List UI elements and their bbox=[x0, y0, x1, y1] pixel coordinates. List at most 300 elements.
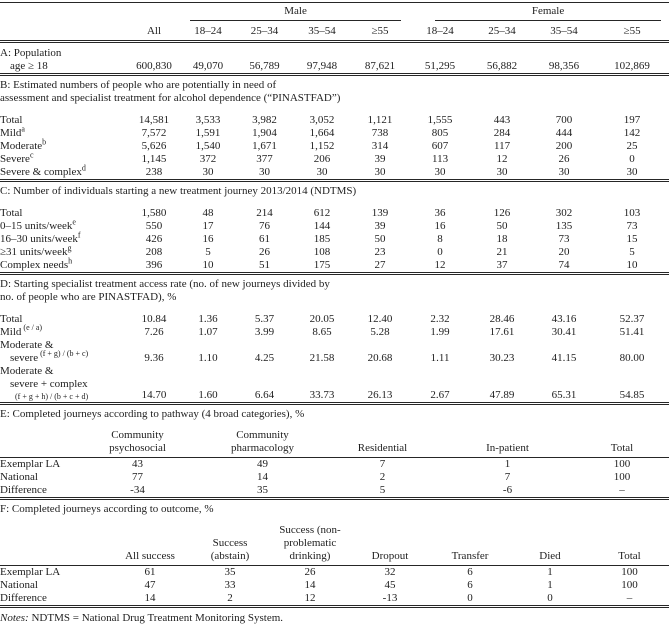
cell: 1,152 bbox=[309, 140, 335, 152]
col-header bbox=[510, 524, 590, 566]
cell: 377 bbox=[256, 153, 273, 165]
cell: 108 bbox=[313, 246, 331, 258]
col-header bbox=[575, 429, 669, 458]
panel-a-title: A: Population bbox=[0, 47, 62, 59]
cell: 51 bbox=[259, 259, 270, 271]
main-table bbox=[0, 2, 669, 405]
cell: 6.64 bbox=[254, 389, 275, 401]
row-label-line1: Moderate & bbox=[0, 365, 54, 377]
cell: 10 bbox=[202, 259, 214, 271]
cell: 1.10 bbox=[198, 352, 218, 364]
panel-f-header-row bbox=[0, 524, 669, 566]
cell: 1,591 bbox=[195, 127, 221, 139]
cell: 612 bbox=[313, 207, 331, 219]
cell: 4.25 bbox=[254, 352, 275, 364]
row-label bbox=[0, 230, 128, 246]
cell: 30 bbox=[626, 166, 638, 178]
col-header bbox=[430, 524, 510, 566]
cell: 37 bbox=[496, 259, 508, 271]
spacer-row bbox=[0, 105, 669, 114]
row-label bbox=[0, 207, 128, 220]
cell: 43.16 bbox=[551, 313, 577, 325]
cell: 50 bbox=[496, 220, 508, 232]
cell: 73 bbox=[558, 233, 570, 245]
cell: 1,555 bbox=[427, 114, 453, 126]
col-header-line: psychosocial bbox=[109, 442, 166, 454]
cell: 2.67 bbox=[430, 389, 450, 401]
spacer-row bbox=[0, 198, 669, 207]
cell: 100 bbox=[613, 458, 631, 470]
col-header-line: (abstain) bbox=[210, 550, 250, 562]
panel-f-table bbox=[0, 524, 669, 608]
cell bbox=[409, 3, 669, 24]
cell: 43 bbox=[132, 458, 143, 470]
row-label-line2 bbox=[0, 349, 128, 365]
cell: 1,540 bbox=[195, 140, 221, 152]
table-row bbox=[0, 458, 669, 471]
table-row bbox=[0, 127, 669, 140]
cell: 443 bbox=[493, 114, 511, 126]
panel-f-title: F: Completed journeys according to outcome, % bbox=[0, 503, 214, 515]
cell: 39 bbox=[374, 220, 386, 232]
cell: – bbox=[626, 592, 633, 604]
row-label-text: Complex needs bbox=[0, 259, 69, 271]
cell: 1,580 bbox=[141, 207, 167, 219]
row-label bbox=[0, 365, 128, 403]
col-header-line: All success bbox=[125, 550, 175, 562]
cell bbox=[0, 524, 110, 566]
cell: 15 bbox=[626, 233, 638, 245]
panel-c-title-row bbox=[0, 182, 669, 199]
cell: 21 bbox=[496, 246, 508, 258]
cell: 48 bbox=[202, 207, 214, 219]
cell: 1,121 bbox=[367, 114, 393, 126]
row-label-sup: h bbox=[68, 256, 73, 266]
col-header-age: 25–34 bbox=[488, 25, 516, 37]
row-label: National bbox=[0, 579, 38, 591]
cell: 27 bbox=[374, 259, 386, 271]
row-label-text: Total bbox=[0, 114, 23, 126]
table-row bbox=[0, 114, 669, 127]
cell: 56,789 bbox=[249, 60, 280, 72]
cell: 1.99 bbox=[430, 326, 450, 338]
row-label-sup: d bbox=[81, 163, 86, 173]
row-label-text: Mild bbox=[0, 127, 22, 139]
cell: 51,295 bbox=[424, 60, 456, 72]
col-header-line: Dropout bbox=[371, 550, 409, 562]
panel-a-row bbox=[0, 43, 669, 74]
col-header-age: ≥55 bbox=[371, 25, 389, 37]
row-label: National bbox=[0, 471, 38, 483]
col-header-all: All bbox=[146, 25, 162, 37]
cell: 100 bbox=[613, 471, 631, 483]
col-header-age: 35–54 bbox=[550, 25, 578, 37]
cell: 14.70 bbox=[141, 389, 167, 401]
cell: 12 bbox=[434, 259, 446, 271]
cell: 0 bbox=[629, 153, 635, 165]
cell: 39 bbox=[374, 153, 386, 165]
cell: 49,070 bbox=[192, 60, 224, 72]
cell: 126 bbox=[493, 207, 511, 219]
panel-b-title-row bbox=[0, 76, 669, 106]
table-row bbox=[0, 233, 669, 246]
row-label bbox=[0, 43, 128, 74]
cell: 396 bbox=[145, 259, 163, 271]
row-label bbox=[0, 243, 128, 259]
cell: 372 bbox=[199, 153, 217, 165]
panel-e-title: E: Completed journeys according to pathway (4 broad categories), % bbox=[0, 408, 305, 420]
cell: 47 bbox=[144, 579, 156, 591]
cell: 17 bbox=[202, 220, 214, 232]
row-label-sup: a bbox=[21, 124, 25, 134]
cell: 144 bbox=[313, 220, 331, 232]
cell: 5 bbox=[205, 246, 211, 258]
cell: 8.65 bbox=[312, 326, 332, 338]
row-label-sup: (f + g) / (b + c) bbox=[40, 349, 89, 359]
cell: 117 bbox=[494, 140, 511, 152]
row-label bbox=[0, 323, 128, 339]
col-header bbox=[110, 524, 190, 566]
cell: 113 bbox=[432, 153, 449, 165]
cell: 14 bbox=[304, 579, 316, 591]
cell: 0 bbox=[437, 246, 443, 258]
cell: -6 bbox=[502, 484, 513, 496]
cell: 426 bbox=[145, 233, 163, 245]
cell: 30 bbox=[202, 166, 214, 178]
table-row bbox=[0, 339, 669, 365]
cell: 35 bbox=[224, 566, 236, 578]
cell: 25 bbox=[626, 140, 638, 152]
cell: 197 bbox=[623, 114, 641, 126]
cell: 302 bbox=[555, 207, 573, 219]
table-row bbox=[0, 246, 669, 259]
cell: 61 bbox=[144, 566, 156, 578]
cell: 139 bbox=[371, 207, 389, 219]
cell: 36 bbox=[434, 207, 446, 219]
cell: 26 bbox=[259, 246, 270, 258]
panel-d-title-row bbox=[0, 275, 669, 305]
panel-d-title-line2: no. of people who are PINASTFAD), % bbox=[0, 291, 177, 303]
cell: 49 bbox=[257, 458, 268, 470]
cell: 6 bbox=[467, 566, 473, 578]
row-label-line1: Moderate & bbox=[0, 339, 54, 351]
cell: 142 bbox=[623, 127, 641, 139]
row-label-formula: (f + g + h) / (b + c + d) bbox=[15, 392, 89, 401]
cell: 51.41 bbox=[619, 326, 645, 338]
col-header-line: Died bbox=[539, 550, 561, 562]
cell: 14 bbox=[257, 471, 268, 483]
cell: 14,581 bbox=[138, 114, 170, 126]
cell: 7,572 bbox=[141, 127, 167, 139]
row-label-text: ≥31 units/week bbox=[0, 246, 68, 258]
cell: 30.41 bbox=[551, 326, 577, 338]
col-header bbox=[325, 429, 440, 458]
table-row bbox=[0, 471, 669, 484]
panel-d-title-line1: D: Starting specialist treatment access rate (no. of new journeys divided by bbox=[0, 278, 330, 290]
col-header-line: Success bbox=[212, 537, 248, 549]
female-group-header: Female bbox=[435, 5, 661, 21]
cell: 54.85 bbox=[619, 389, 645, 401]
cell: 47.89 bbox=[489, 389, 515, 401]
row-label-sup: f bbox=[77, 230, 81, 240]
notes-prefix: Notes: bbox=[0, 612, 29, 624]
col-header-line: pharmacology bbox=[231, 442, 294, 454]
panel-b-title-line2: assessment and specialist treatment for alcohol dependence (“PINASTFAD”) bbox=[0, 92, 341, 104]
col-header-row bbox=[0, 23, 669, 41]
row-label-sup: b bbox=[42, 137, 47, 147]
cell: 87,621 bbox=[364, 60, 396, 72]
cell: 1,145 bbox=[141, 153, 167, 165]
table-row bbox=[0, 566, 669, 579]
cell: 1 bbox=[547, 566, 553, 578]
cell bbox=[180, 3, 409, 24]
cell: 3,533 bbox=[195, 114, 221, 126]
col-header-age: ≥55 bbox=[623, 25, 641, 37]
cell: 26 bbox=[558, 153, 570, 165]
male-group-header: Male bbox=[190, 5, 401, 21]
row-label-text: 0–15 units/week bbox=[0, 220, 73, 232]
table-row bbox=[0, 326, 669, 339]
cell: 10.84 bbox=[141, 313, 167, 325]
group-header-row bbox=[0, 3, 669, 24]
cell bbox=[0, 429, 75, 458]
row-label bbox=[0, 114, 128, 127]
col-header-age: 18–24 bbox=[194, 25, 222, 37]
table-row bbox=[0, 365, 669, 403]
row-label bbox=[0, 124, 128, 140]
row-label bbox=[0, 163, 128, 180]
row-label: Total bbox=[0, 313, 23, 325]
row-label: Exemplar LA bbox=[0, 458, 61, 470]
table-row bbox=[0, 140, 669, 153]
cell: 18 bbox=[496, 233, 508, 245]
cell: 35 bbox=[257, 484, 268, 496]
cell: 98,356 bbox=[548, 60, 580, 72]
cell: 32 bbox=[384, 566, 396, 578]
cell: 185 bbox=[313, 233, 331, 245]
col-header-line: problematic bbox=[283, 537, 337, 549]
col-header-line: Transfer bbox=[451, 550, 489, 562]
col-header bbox=[75, 429, 200, 458]
cell: 45 bbox=[384, 579, 396, 591]
cell: 28.46 bbox=[489, 313, 515, 325]
cell: 14 bbox=[144, 592, 156, 604]
cell: 77 bbox=[132, 471, 143, 483]
panel-e-header-row bbox=[0, 429, 669, 458]
row-label-text: severe bbox=[10, 352, 39, 364]
row-label bbox=[0, 137, 128, 153]
col-header-line: Residential bbox=[357, 442, 408, 454]
cell: 1 bbox=[504, 458, 511, 470]
cell: 0 bbox=[467, 592, 473, 604]
col-header bbox=[190, 524, 270, 566]
cell: 284 bbox=[493, 127, 511, 139]
col-header bbox=[200, 429, 325, 458]
cell: 1,904 bbox=[252, 127, 277, 139]
cell: 6 bbox=[467, 579, 473, 591]
cell: 100 bbox=[621, 566, 638, 578]
cell: 10 bbox=[626, 259, 638, 271]
table-row bbox=[0, 207, 669, 220]
cell: 3,982 bbox=[252, 114, 277, 126]
cell: -13 bbox=[382, 592, 398, 604]
cell: 208 bbox=[145, 246, 163, 258]
spacer bbox=[0, 105, 669, 114]
cell: 30 bbox=[374, 166, 386, 178]
cell: 20.05 bbox=[309, 313, 335, 325]
col-header bbox=[440, 429, 575, 458]
table-row bbox=[0, 484, 669, 498]
panel-b-title bbox=[0, 76, 669, 106]
row-label-sup: (e / a) bbox=[23, 323, 43, 333]
cell: 33 bbox=[224, 579, 236, 591]
cell: 100 bbox=[621, 579, 638, 591]
table-row bbox=[0, 592, 669, 606]
cell: 5.28 bbox=[370, 326, 390, 338]
cell: 238 bbox=[145, 166, 163, 178]
cell: 1.36 bbox=[198, 313, 218, 325]
cell: 41.15 bbox=[551, 352, 577, 364]
col-header-line: drinking) bbox=[289, 550, 331, 562]
cell: 30 bbox=[558, 166, 570, 178]
table-row bbox=[0, 313, 669, 326]
cell: 0 bbox=[547, 592, 553, 604]
table-row bbox=[0, 579, 669, 592]
cell: 1 bbox=[547, 579, 553, 591]
cell: 1.07 bbox=[198, 326, 218, 338]
cell: 805 bbox=[431, 127, 449, 139]
cell: 103 bbox=[623, 207, 641, 219]
panel-c-title: C: Number of individuals starting a new treatment journey 2013/2014 (NDTMS) bbox=[0, 185, 357, 197]
cell: 7 bbox=[504, 471, 511, 483]
cell: 200 bbox=[555, 140, 573, 152]
cell: 16 bbox=[202, 233, 214, 245]
cell: 33.73 bbox=[309, 389, 335, 401]
cell: 550 bbox=[145, 220, 163, 232]
cell: 30.23 bbox=[489, 352, 515, 364]
table-notes bbox=[0, 608, 669, 625]
panel-a-subtitle: age ≥ 18 bbox=[10, 60, 48, 72]
cell: 1.11 bbox=[430, 352, 450, 364]
cell: 52.37 bbox=[619, 313, 645, 325]
col-header bbox=[350, 524, 430, 566]
cell: 12 bbox=[304, 592, 316, 604]
cell: 5 bbox=[629, 246, 635, 258]
col-header-age: 25–34 bbox=[250, 25, 279, 37]
cell: 50 bbox=[374, 233, 386, 245]
cell: 5,626 bbox=[141, 140, 167, 152]
col-header-line: Success (non- bbox=[279, 524, 341, 536]
cell: 5 bbox=[379, 484, 386, 496]
cell: 206 bbox=[313, 153, 331, 165]
row-label-text: Severe & complex bbox=[0, 166, 82, 178]
col-header-line: Community bbox=[111, 429, 164, 441]
cell: 20.68 bbox=[367, 352, 393, 364]
cell: 30 bbox=[316, 166, 328, 178]
cell: 21.58 bbox=[309, 352, 335, 364]
cell: 7.26 bbox=[144, 326, 164, 338]
cell: 65.31 bbox=[551, 389, 577, 401]
row-label: Exemplar LA bbox=[0, 566, 61, 578]
col-header-line: In-patient bbox=[486, 442, 529, 454]
cell: 26 bbox=[304, 566, 316, 578]
table-row bbox=[0, 153, 669, 166]
cell: 102,869 bbox=[614, 60, 650, 72]
cell: 73 bbox=[626, 220, 638, 232]
row-label: Difference bbox=[0, 592, 47, 604]
col-header-age: 35–54 bbox=[308, 25, 336, 37]
row-label-sup: c bbox=[29, 150, 34, 160]
cell: -34 bbox=[130, 484, 145, 496]
cell: 3,052 bbox=[309, 114, 335, 126]
panel-b-title-line1: B: Estimated numbers of people who are potentially in need of bbox=[0, 79, 277, 91]
row-label-line2: severe + complex bbox=[10, 378, 88, 390]
row-label-text: 16–30 units/week bbox=[0, 233, 78, 245]
row-label bbox=[0, 150, 128, 166]
row-label-text: Mild bbox=[0, 326, 22, 338]
cell bbox=[0, 3, 180, 24]
col-header bbox=[270, 524, 350, 566]
row-label: Difference bbox=[0, 484, 47, 496]
cell: 12 bbox=[496, 153, 508, 165]
cell: 314 bbox=[371, 140, 389, 152]
cell: 607 bbox=[431, 140, 449, 152]
row-label-sup: e bbox=[72, 217, 76, 227]
row-label-sup: g bbox=[67, 243, 72, 253]
col-header-line: Total bbox=[610, 442, 634, 454]
row-label-text: Total bbox=[0, 207, 23, 219]
row-label bbox=[0, 217, 128, 233]
cell: 1.60 bbox=[198, 389, 218, 401]
cell: 97,948 bbox=[306, 60, 338, 72]
spacer bbox=[0, 198, 669, 207]
panel-e-table bbox=[0, 429, 669, 500]
cell: 76 bbox=[259, 220, 270, 232]
cell: 2 bbox=[227, 592, 233, 604]
cell: 135 bbox=[555, 220, 573, 232]
col-header-line: Total bbox=[618, 550, 641, 562]
row-label-text: Moderate bbox=[0, 140, 43, 152]
cell: 80.00 bbox=[619, 352, 645, 364]
panel-d-title bbox=[0, 275, 669, 305]
cell: 738 bbox=[371, 127, 389, 139]
cell: 30 bbox=[434, 166, 446, 178]
cell: 7 bbox=[379, 458, 386, 470]
cell: 23 bbox=[374, 246, 386, 258]
cell: 74 bbox=[558, 259, 570, 271]
cell: 600,830 bbox=[136, 60, 172, 72]
cell: 214 bbox=[256, 207, 273, 219]
cell: 3.99 bbox=[254, 326, 275, 338]
cell: 9.36 bbox=[144, 352, 164, 364]
row-label bbox=[0, 256, 128, 273]
cell: 16 bbox=[434, 220, 446, 232]
notes-text: NDTMS = National Drug Treatment Monitoring System. bbox=[28, 612, 284, 624]
cell: 61 bbox=[259, 233, 270, 245]
cell: 444 bbox=[555, 127, 573, 139]
cell: 30 bbox=[496, 166, 508, 178]
col-header bbox=[590, 524, 669, 566]
cell: 5.37 bbox=[254, 313, 275, 325]
cell bbox=[0, 23, 128, 41]
cell: 56,882 bbox=[486, 60, 518, 72]
table-row bbox=[0, 166, 669, 180]
spacer bbox=[0, 304, 669, 313]
cell: 17.61 bbox=[489, 326, 515, 338]
cell: – bbox=[619, 484, 625, 496]
cell: 1,671 bbox=[252, 140, 277, 152]
cell: 2.32 bbox=[430, 313, 450, 325]
